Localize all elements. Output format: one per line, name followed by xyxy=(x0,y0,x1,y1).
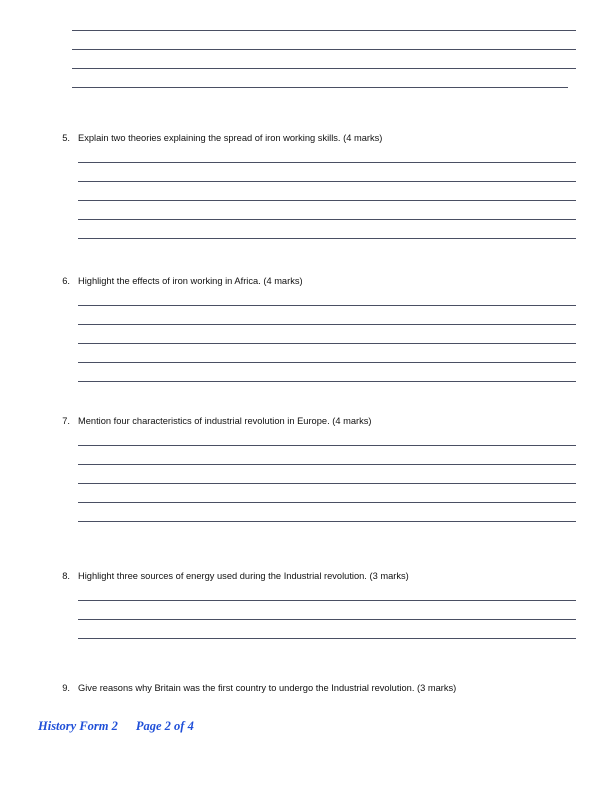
answer-line xyxy=(78,162,576,163)
question-heading xyxy=(52,415,576,428)
answer-line xyxy=(78,381,576,382)
answer-line xyxy=(78,200,576,201)
answer-line xyxy=(78,181,576,182)
answer-line xyxy=(78,638,576,639)
question-text: Highlight the effects of iron working in Africa. (4 marks) xyxy=(78,276,303,286)
answer-line xyxy=(78,464,576,465)
question-block xyxy=(52,275,576,400)
answer-line xyxy=(78,619,576,620)
footer-page-label: Page 2 of 4 xyxy=(135,719,194,733)
answer-lines xyxy=(78,305,576,382)
footer-subject: History Form 2 xyxy=(38,719,118,733)
answer-line xyxy=(72,30,576,31)
answer-line xyxy=(78,502,576,503)
answer-line xyxy=(78,521,576,522)
continuation-answer-lines xyxy=(72,30,576,106)
question-heading xyxy=(52,132,576,145)
answer-lines xyxy=(78,600,576,639)
question-heading xyxy=(52,682,576,695)
answer-line xyxy=(78,600,576,601)
question-number: 7. xyxy=(62,416,70,426)
answer-line xyxy=(78,483,576,484)
answer-lines xyxy=(78,445,576,522)
answer-line xyxy=(78,343,576,344)
answer-line xyxy=(78,238,576,239)
question-heading xyxy=(52,275,576,288)
answer-line xyxy=(72,87,568,88)
answer-lines xyxy=(78,162,576,239)
answer-line xyxy=(78,362,576,363)
question-text: Mention four characteristics of industrial revolution in Europe. (4 marks) xyxy=(78,416,372,426)
answer-line xyxy=(78,305,576,306)
answer-line xyxy=(78,219,576,220)
question-heading xyxy=(52,570,576,583)
question-text: Give reasons why Britain was the first country to undergo the Industrial revolution. (3 marks) xyxy=(78,683,457,693)
question-text: Explain two theories explaining the spread of iron working skills. (4 marks) xyxy=(78,133,383,143)
question-number: 6. xyxy=(62,276,70,286)
answer-line xyxy=(72,68,576,69)
question-block xyxy=(52,415,576,540)
question-block xyxy=(52,132,576,257)
answer-line xyxy=(78,445,576,446)
answer-line xyxy=(72,49,576,50)
question-number: 9. xyxy=(62,683,70,693)
question-number: 8. xyxy=(62,571,70,581)
question-text: Highlight three sources of energy used during the Industrial revolution. (3 marks) xyxy=(78,571,409,581)
question-number: 5. xyxy=(62,133,70,143)
answer-line xyxy=(78,324,576,325)
question-block xyxy=(52,570,576,657)
question-block xyxy=(52,682,576,695)
page-footer xyxy=(38,719,194,734)
